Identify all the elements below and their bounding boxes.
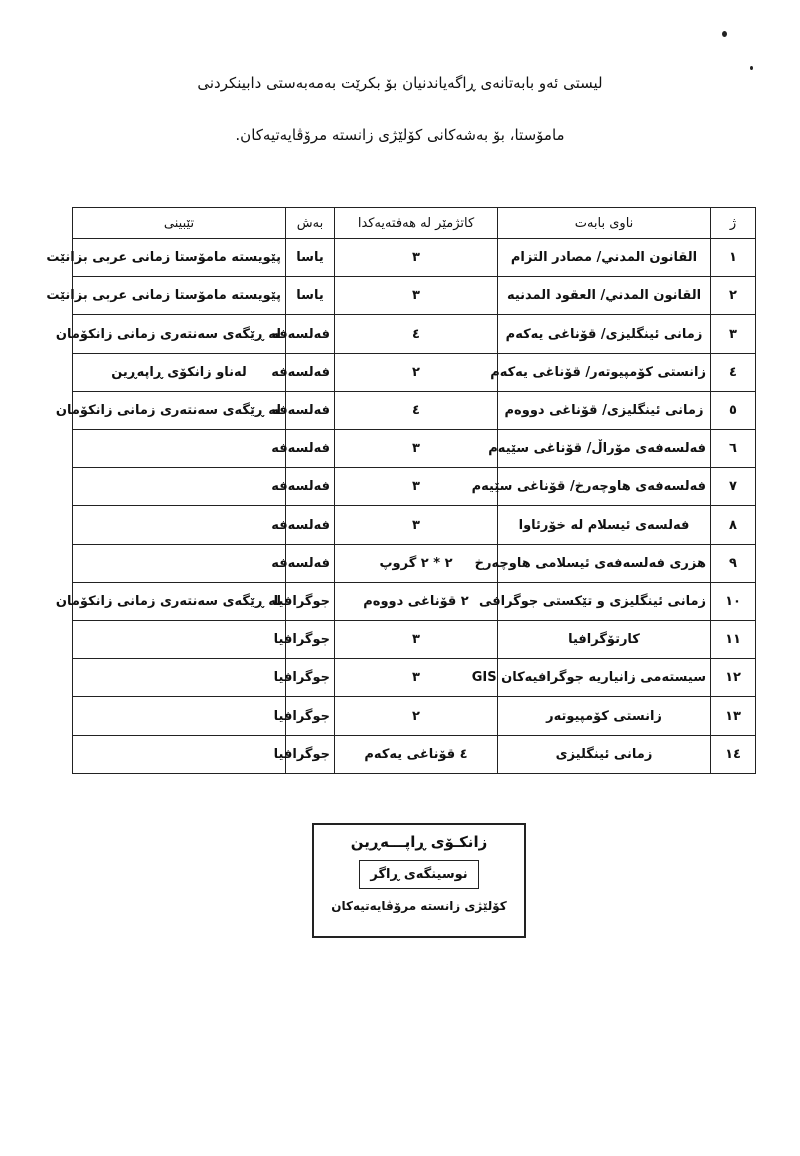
cell-subject-name: زمانی ئینگلیزی bbox=[498, 735, 711, 773]
table-row bbox=[73, 277, 756, 315]
cell-notes: پێویستە مامۆستا زمانی عربی بزانێت bbox=[73, 239, 286, 277]
scan-mark bbox=[750, 66, 753, 70]
cell-notes: لە ڕێگەی سەنتەری زمانی زانکۆمان bbox=[73, 582, 286, 620]
header-number: ژ bbox=[711, 208, 756, 239]
cell-notes bbox=[73, 621, 286, 659]
cell-number: ١٤ bbox=[711, 735, 756, 773]
table-row bbox=[73, 621, 756, 659]
cell-notes bbox=[73, 697, 286, 735]
cell-subject-name: هزری فەلسەفەی ئیسلامی هاوچەرخ bbox=[498, 544, 711, 582]
table-row bbox=[73, 468, 756, 506]
header-department: بەش bbox=[286, 208, 335, 239]
cell-subject-name: فەلسەی ئیسلام لە خۆرئاوا bbox=[498, 506, 711, 544]
cell-subject-name: کارتۆگرافیا bbox=[498, 621, 711, 659]
stamp-college: کۆلێژی زانستە مرۆڤایەتیەکان bbox=[331, 899, 507, 913]
cell-notes: لە ڕێگەی سەنتەری زمانی زانکۆمان bbox=[73, 391, 286, 429]
cell-number: ١٢ bbox=[711, 659, 756, 697]
table-row bbox=[73, 353, 756, 391]
cell-weekly-hours: ٣ bbox=[335, 239, 498, 277]
cell-notes: لە ڕێگەی سەنتەری زمانی زانکۆمان bbox=[73, 315, 286, 353]
cell-number: ٦ bbox=[711, 430, 756, 468]
cell-subject-name: زانستی کۆمپیوتەر/ قۆناغی یەکەم bbox=[498, 353, 711, 391]
cell-subject-name: فەلسەفەی مۆراڵ/ قۆناغی سێیەم bbox=[498, 430, 711, 468]
cell-notes bbox=[73, 735, 286, 773]
cell-subject-name: فەلسەفەی هاوچەرخ/ قۆناغی سێیەم bbox=[498, 468, 711, 506]
cell-weekly-hours: ٤ bbox=[335, 315, 498, 353]
cell-number: ١ bbox=[711, 239, 756, 277]
cell-department: جوگرافیا bbox=[286, 659, 335, 697]
cell-weekly-hours: ٢ bbox=[335, 353, 498, 391]
cell-subject-name: القانون المدني/ العقود المدنیه bbox=[498, 277, 711, 315]
cell-weekly-hours: ٣ bbox=[335, 277, 498, 315]
cell-department: فەلسەفە bbox=[286, 544, 335, 582]
cell-department: جوگرافیا bbox=[286, 582, 335, 620]
cell-notes: لەناو زانکۆی ڕاپەڕین bbox=[73, 353, 286, 391]
cell-number: ١٠ bbox=[711, 582, 756, 620]
table-row bbox=[73, 315, 756, 353]
cell-number: ٥ bbox=[711, 391, 756, 429]
table-row bbox=[73, 735, 756, 773]
cell-number: ٢ bbox=[711, 277, 756, 315]
cell-notes: پێویستە مامۆستا زمانی عربی بزانێت bbox=[73, 277, 286, 315]
cell-number: ١١ bbox=[711, 621, 756, 659]
cell-number: ٧ bbox=[711, 468, 756, 506]
table-row bbox=[73, 391, 756, 429]
cell-department: فەلسەفە bbox=[286, 391, 335, 429]
cell-weekly-hours: ٣ bbox=[335, 659, 498, 697]
table-row bbox=[73, 697, 756, 735]
cell-number: ١٣ bbox=[711, 697, 756, 735]
document-title-line-1: لیستی ئەو بابەتانەی ڕاگەیاندنیان بۆ بکرێت بەمەبەستی دابینکردنی bbox=[197, 74, 603, 92]
cell-number: ٩ bbox=[711, 544, 756, 582]
cell-subject-name: سیستەمی زانیاریە جوگرافیەکان GIS bbox=[498, 659, 711, 697]
cell-notes bbox=[73, 544, 286, 582]
cell-department: یاسا bbox=[286, 277, 335, 315]
cell-number: ٨ bbox=[711, 506, 756, 544]
table-row bbox=[73, 544, 756, 582]
cell-subject-name: القانون المدني/ مصادر التزام bbox=[498, 239, 711, 277]
cell-weekly-hours: ٣ bbox=[335, 506, 498, 544]
cell-notes bbox=[73, 506, 286, 544]
cell-number: ٤ bbox=[711, 353, 756, 391]
cell-subject-name: زانستی کۆمپیوتەر bbox=[498, 697, 711, 735]
header-weekly-hours: کاتژمێر لە هەفتەیەکدا bbox=[335, 208, 498, 239]
stamp-office: نوسینگەی ڕاگر bbox=[359, 860, 479, 889]
scan-mark bbox=[722, 31, 727, 37]
cell-department: جوگرافیا bbox=[286, 735, 335, 773]
header-subject-name: ناوی بابەت bbox=[498, 208, 711, 239]
header-notes: تێبینی bbox=[73, 208, 286, 239]
cell-weekly-hours: ٣ bbox=[335, 621, 498, 659]
cell-weekly-hours: ٣ bbox=[335, 430, 498, 468]
table-header-row bbox=[73, 208, 756, 239]
cell-department: فەلسەفە bbox=[286, 315, 335, 353]
table-row bbox=[73, 506, 756, 544]
table-row bbox=[73, 659, 756, 697]
table-row bbox=[73, 239, 756, 277]
document-title-line-2: مامۆستا، بۆ بەشەکانی کۆلێژی زانستە مرۆڤایەتیەکان. bbox=[235, 126, 565, 144]
cell-department: فەلسەفە bbox=[286, 506, 335, 544]
cell-department: جوگرافیا bbox=[286, 621, 335, 659]
stamp-university: زانکـۆی ڕاپـــەڕین bbox=[350, 833, 488, 851]
cell-subject-name: زمانی ئینگلیزی/ قۆناغی یەکەم bbox=[498, 315, 711, 353]
cell-notes bbox=[73, 659, 286, 697]
cell-department: جوگرافیا bbox=[286, 697, 335, 735]
cell-department: فەلسەفە bbox=[286, 468, 335, 506]
cell-subject-name: زمانی ئینگلیزی و تێکستی جوگرافی bbox=[498, 582, 711, 620]
cell-weekly-hours: ٢ bbox=[335, 697, 498, 735]
table-row bbox=[73, 582, 756, 620]
official-stamp bbox=[312, 823, 526, 938]
cell-notes bbox=[73, 430, 286, 468]
cell-weekly-hours: ٢ قۆناغی دووەم bbox=[335, 582, 498, 620]
cell-department: یاسا bbox=[286, 239, 335, 277]
cell-subject-name: زمانی ئینگلیزی/ قۆناغی دووەم bbox=[498, 391, 711, 429]
table-row bbox=[73, 430, 756, 468]
cell-notes bbox=[73, 468, 286, 506]
cell-weekly-hours: ٤ قۆناغی یەکەم bbox=[335, 735, 498, 773]
cell-weekly-hours: ٤ bbox=[335, 391, 498, 429]
cell-weekly-hours: ٢ * ٢ گروپ bbox=[335, 544, 498, 582]
cell-department: فەلسەفە bbox=[286, 430, 335, 468]
subjects-table bbox=[46, 207, 756, 774]
cell-weekly-hours: ٣ bbox=[335, 468, 498, 506]
cell-number: ٣ bbox=[711, 315, 756, 353]
cell-department: فەلسەفە bbox=[286, 353, 335, 391]
